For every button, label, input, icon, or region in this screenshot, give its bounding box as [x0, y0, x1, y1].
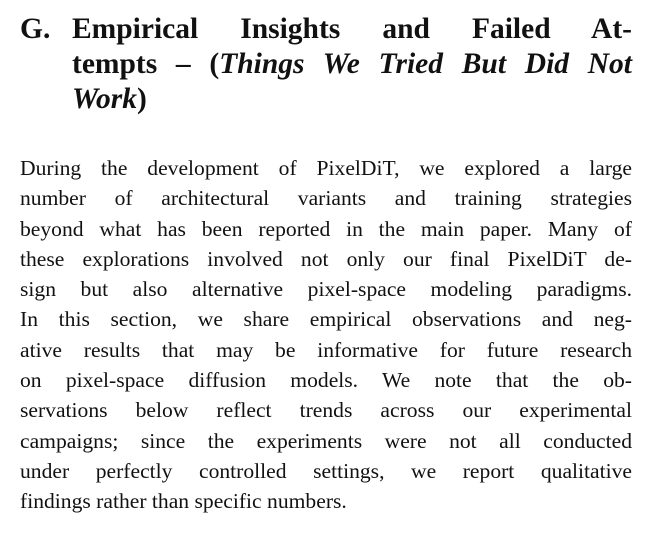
paragraph-line: ative results that may be informative for future research	[20, 337, 632, 362]
paragraph-line: on pixel-space diffusion models. We note that the ob-	[20, 368, 632, 393]
section-title-line: Empirical Insights and Failed At-	[72, 13, 632, 45]
paragraph-line: findings rather than specific numbers.	[20, 489, 347, 514]
paragraph-line: sign but also alternative pixel-space modeling paradigms.	[20, 277, 632, 302]
section-heading	[20, 12, 632, 117]
paragraph-line: number of architectural variants and training strategies	[20, 186, 632, 211]
section-title-line: Work)	[72, 83, 147, 115]
section-title-line: tempts – (Things We Tried But Did Not	[72, 48, 632, 80]
paragraph-line: beyond what has been reported in the main paper. Many of	[20, 216, 632, 241]
section-title	[72, 12, 632, 117]
paragraph-line: these explorations involved not only our final PixelDiT de-	[20, 246, 632, 271]
paragraph-line: campaigns; since the experiments were not all conducted	[20, 428, 632, 453]
paragraph-line: In this section, we share empirical observations and neg-	[20, 307, 632, 332]
paragraph-line: During the development of PixelDiT, we explored a large	[20, 156, 632, 180]
paragraph-line: servations below reflect trends across our experimental	[20, 398, 632, 423]
section-number: G.	[20, 13, 51, 45]
body-paragraph	[20, 153, 632, 517]
paragraph-line: under perfectly controlled settings, we report qualitative	[20, 458, 632, 483]
